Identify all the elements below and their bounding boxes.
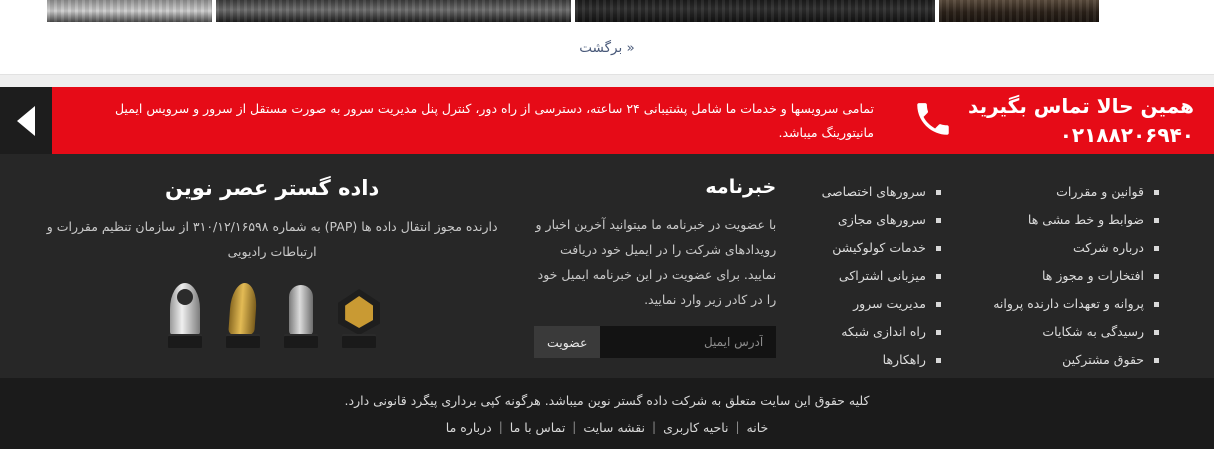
banner-phone-number[interactable]: ۰۲۱۸۸۲۰۶۹۴۰ [1059, 122, 1194, 147]
bullet-icon [936, 358, 941, 363]
newsletter-subscribe-button[interactable]: عضویت [534, 326, 600, 358]
footer-link-label: سرورهای مجازی [837, 212, 926, 227]
bullet-icon [936, 330, 941, 335]
phone-icon [912, 98, 954, 144]
footer-link-item[interactable] [981, 182, 1159, 202]
newsletter-form [534, 326, 776, 358]
newsletter-title: خبرنامه [705, 176, 777, 198]
footer-bottom-bar [0, 378, 1214, 449]
back-link-row [0, 22, 1214, 74]
footer-link-label: افتخارات و مجوز ها [1042, 268, 1144, 283]
gallery-thumbnail[interactable] [575, 0, 935, 22]
footer-links-column-services [816, 176, 981, 378]
footer-nav-home[interactable]: خانه [746, 419, 769, 435]
company-section [30, 176, 534, 378]
footer-link-item[interactable] [981, 322, 1159, 342]
footer-nav-user-area[interactable]: ناحیه کاربری [663, 419, 729, 435]
bullet-icon [1154, 330, 1159, 335]
footer-link-list-legal [981, 182, 1159, 370]
bullet-icon [936, 246, 941, 251]
company-license-text: دارنده مجوز انتقال داده ها (PAP) به شماره ۳۱۰/۱۲/۱۶۵۹۸ از سازمان تنظیم مقررات و ارتباطات رادیویی [46, 219, 498, 259]
footer-link-item[interactable] [981, 238, 1159, 258]
back-link[interactable]: « برگشت [579, 40, 635, 56]
bullet-icon [1154, 218, 1159, 223]
gallery-thumbnail[interactable] [939, 0, 1099, 22]
bullet-icon [1154, 190, 1159, 195]
footer-link-label: سرورهای اختصاصی [821, 184, 926, 199]
bullet-icon [936, 302, 941, 307]
footer-links-column-legal [981, 176, 1159, 378]
footer-link-label: قوانین و مقررات [1056, 184, 1144, 199]
award-trophy-icon [162, 280, 208, 348]
banner-description: تمامی سرویسها و خدمات ما شامل پشتیبانی ۲۴ ساعته، دسترسی از راه دور، کنترل پنل مدیریت سرور به صورت مستقل از سرور و سرویس ایمیل مانیتورینگ میباشد. [114, 101, 874, 140]
footer-link-item[interactable] [816, 266, 941, 286]
chevron-left-icon [13, 104, 39, 138]
call-to-action-banner [0, 87, 1214, 154]
footer-link-item[interactable] [816, 322, 941, 342]
nav-separator: | [572, 420, 577, 434]
section-divider [0, 74, 1214, 87]
award-trophy-icon [336, 280, 382, 348]
footer-link-label: راهکارها [882, 352, 926, 367]
bullet-icon [1154, 246, 1159, 251]
footer-link-item[interactable] [816, 350, 941, 370]
gallery-thumbnail[interactable] [216, 0, 571, 22]
bullet-icon [936, 274, 941, 279]
nav-separator: | [652, 420, 657, 434]
footer-link-item[interactable] [981, 210, 1159, 230]
footer-link-item[interactable] [816, 182, 941, 202]
footer-link-item[interactable] [981, 294, 1159, 314]
footer-link-item[interactable] [816, 294, 941, 314]
banner-prev-arrow[interactable] [0, 87, 52, 154]
nav-separator: | [735, 420, 740, 434]
footer-link-label: حقوق مشترکین [1062, 352, 1144, 367]
footer-link-label: میزبانی اشتراکی [838, 268, 926, 283]
bullet-icon [1154, 274, 1159, 279]
footer-link-item[interactable] [816, 210, 941, 230]
bullet-icon [936, 218, 941, 223]
nav-separator: | [498, 420, 503, 434]
footer-nav-about[interactable]: درباره ما [445, 419, 492, 435]
newsletter-description: با عضویت در خبرنامه ما میتوانید آخرین اخبار و رویدادهای شرکت را در ایمیل خود دریافت نمایید. برای عضویت در این خبرنامه ایمیل خود را در کادر زیر وارد نمایید. [535, 217, 777, 307]
newsletter-email-input[interactable] [600, 326, 776, 358]
copyright-text: کلیه حقوق این سایت متعلق به شرکت داده گستر نوین میباشد. هرگونه کپی برداری پیگرد قانونی دارد. [344, 392, 870, 408]
footer-link-item[interactable] [981, 266, 1159, 286]
footer-link-label: راه اندازی شبکه [841, 324, 926, 339]
footer-link-label: خدمات کولوکیشن [832, 240, 926, 255]
gallery-strip [0, 0, 1214, 22]
footer-link-item[interactable] [816, 238, 941, 258]
bullet-icon [1154, 358, 1159, 363]
banner-contact-block [884, 92, 1214, 150]
footer-nav-sitemap[interactable]: نقشه سایت [583, 419, 646, 435]
bullet-icon [936, 190, 941, 195]
banner-cta-text [968, 92, 1194, 150]
footer-link-label: مدیریت سرور [853, 296, 926, 311]
footer-link-label: درباره شرکت [1072, 240, 1144, 255]
bullet-icon [1154, 302, 1159, 307]
company-name: داده گستر عصر نوین [164, 176, 380, 200]
gallery-thumbnail[interactable] [47, 0, 212, 22]
award-trophy-icon [220, 280, 266, 348]
awards-row [30, 278, 514, 348]
award-trophy-icon [278, 280, 324, 348]
banner-cta-label: همین حالا تماس بگیرید [968, 93, 1194, 118]
footer-link-label: رسیدگی به شکایات [1042, 324, 1144, 339]
footer-main [0, 154, 1214, 378]
footer-link-list-services [816, 182, 941, 370]
footer-link-item[interactable] [981, 350, 1159, 370]
footer-link-label: ضوابط و خط مشی ها [1027, 212, 1144, 227]
footer-bottom-nav [446, 420, 768, 435]
footer-nav-contact[interactable]: تماس با ما [509, 419, 566, 435]
newsletter-section [534, 176, 816, 378]
footer-link-label: پروانه و تعهدات دارنده پروانه [993, 296, 1144, 311]
